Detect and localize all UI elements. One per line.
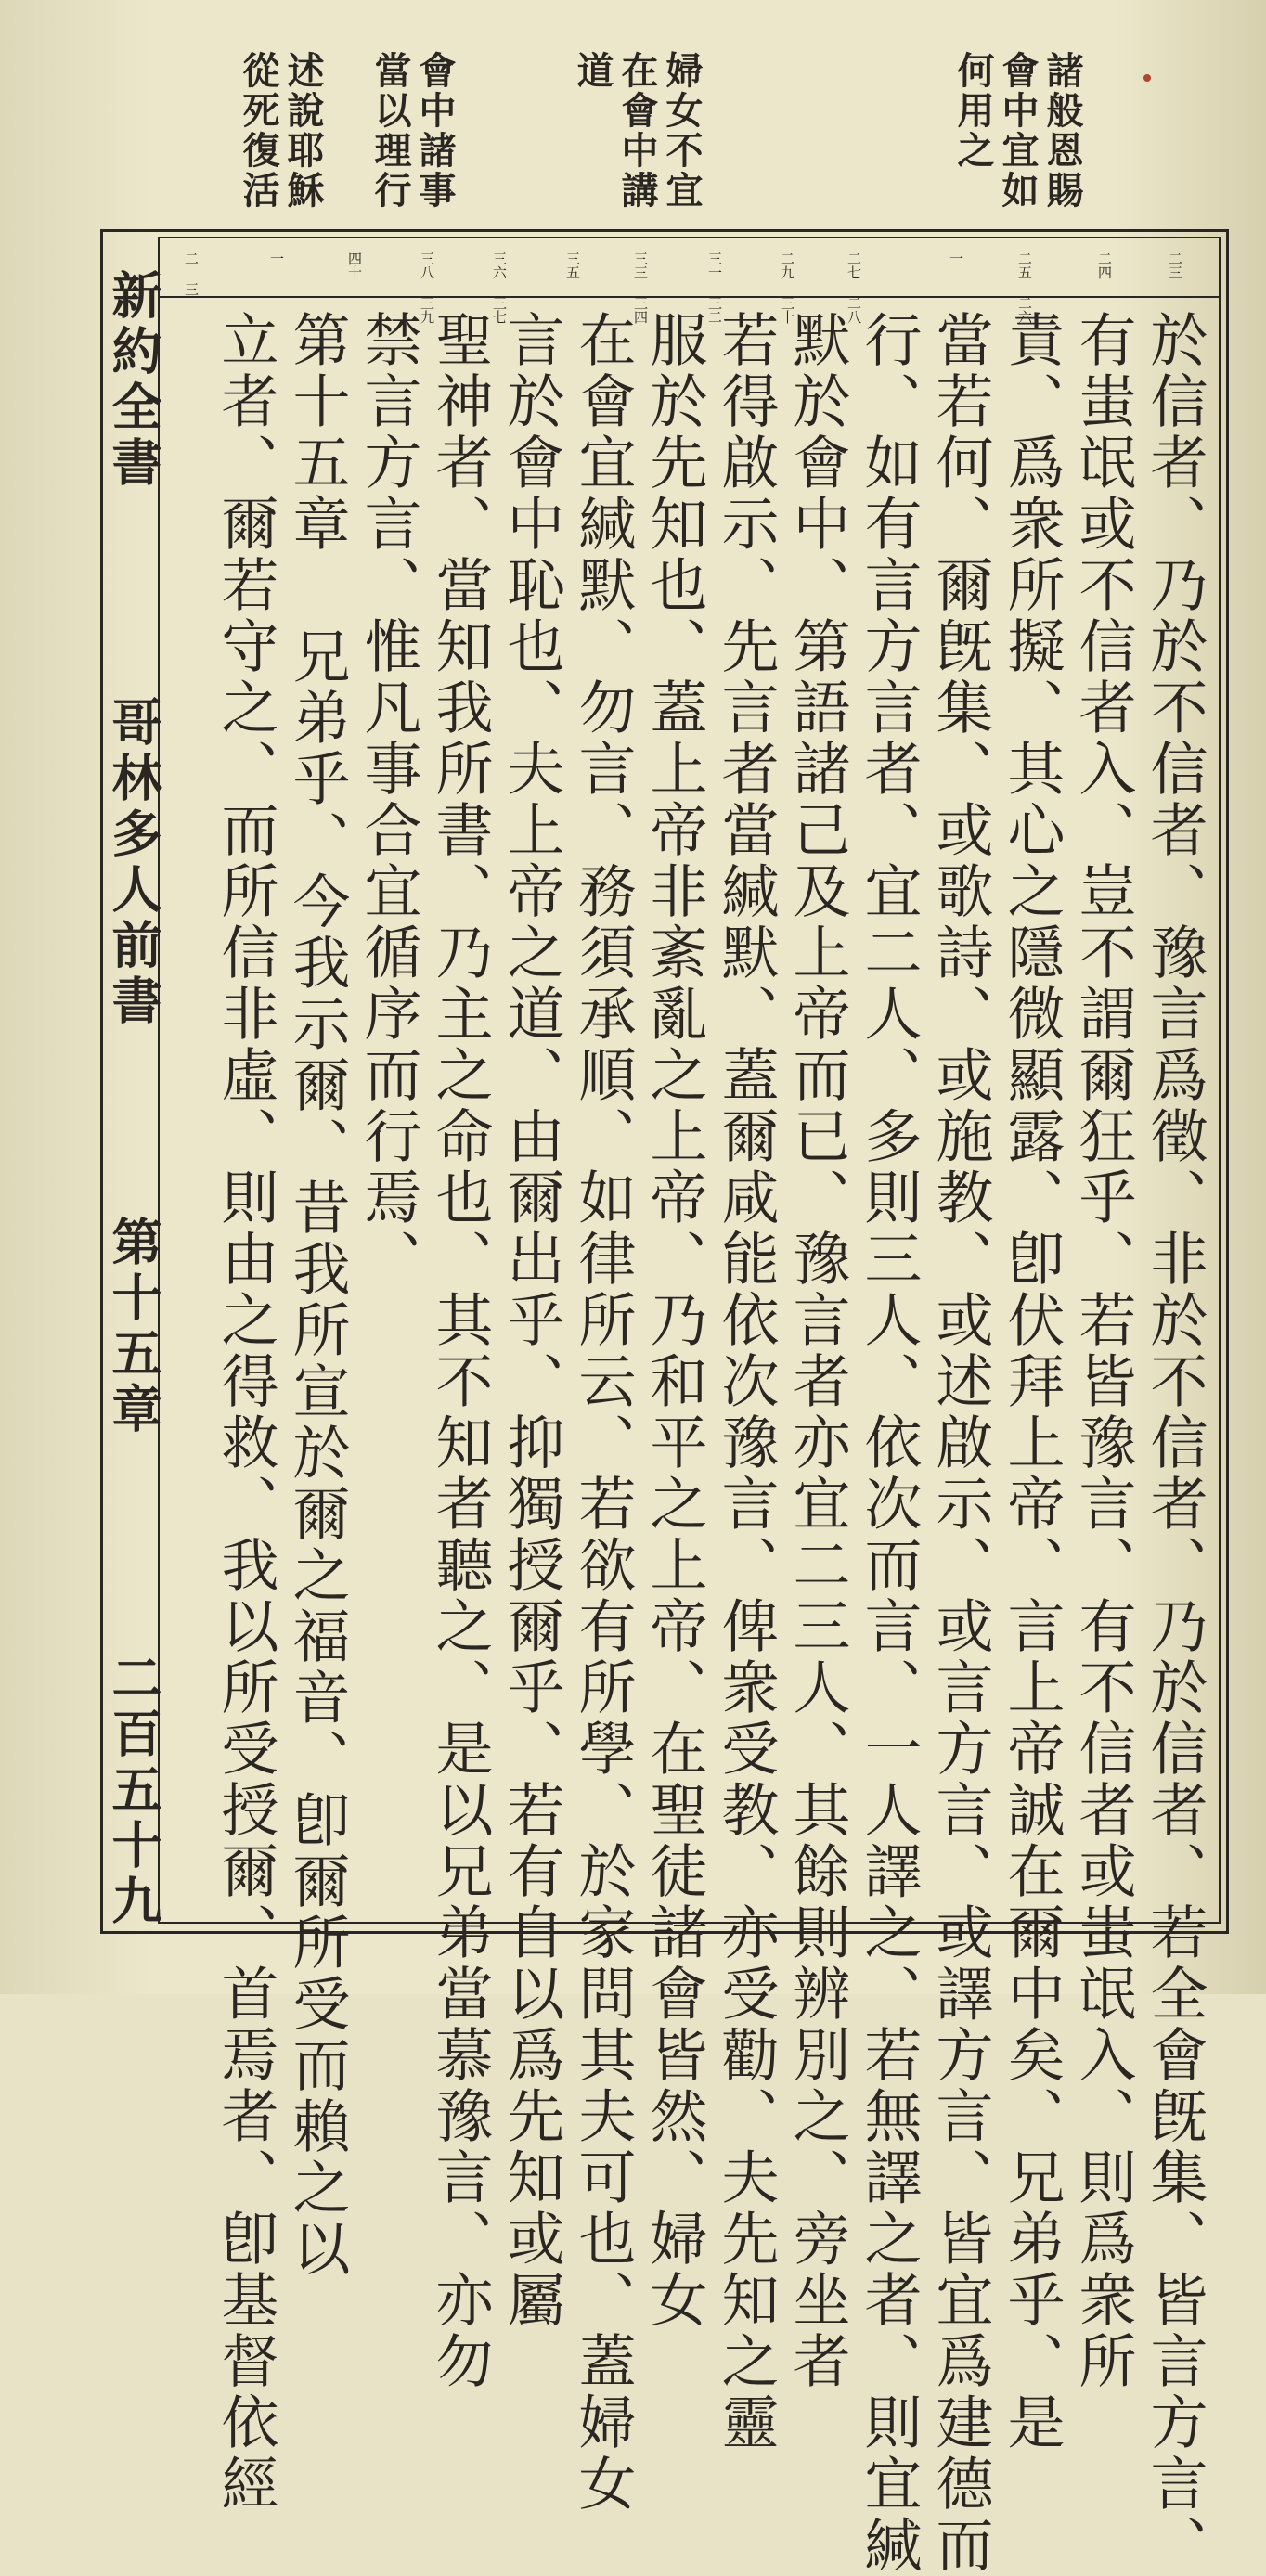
note-8: 當以理行 — [368, 51, 412, 211]
text-column-13: 第十五章 兄弟乎、今我示爾、昔我所宣於爾之福音、卽爾所受而賴之以 — [283, 310, 351, 2280]
text-column-11: 聖神者、當知我所書、乃主之命也、其不知者聽之、是以兄弟當慕豫言、亦勿 — [426, 310, 494, 2392]
margin-column — [100, 232, 163, 1930]
note-4: 婦女不宜 — [660, 51, 704, 211]
verse-ref: 二七 二八 — [846, 251, 862, 324]
main-text — [160, 299, 1219, 2576]
verse-ref: 三三 三四 — [632, 251, 649, 324]
text-column-7: 若得啟示、先言者當緘默、蓋爾咸能依次豫言、俾衆受教、亦受勸、夫先知之靈 — [712, 310, 780, 2454]
text-column-10: 言於會中恥也、夫上帝之道、由爾出乎、抑獨授爾乎、若有自以爲先知或屬 — [497, 310, 565, 2331]
note-10: 從死復活 — [237, 51, 280, 211]
verse-ref: 一 — [948, 251, 964, 265]
verse-ref: 三一 三二 — [706, 251, 723, 324]
text-column-2: 有蚩氓或不信者入、豈不謂爾狂乎、若皆豫言、有不信者或蚩氓入、則爲衆所 — [1069, 310, 1137, 2392]
text-column-8: 服於先知也、蓋上帝非紊亂之上帝、乃和平之上帝、在聖徒諸會皆然、婦女 — [640, 310, 708, 2331]
epistle-title: 哥林多人前書 — [104, 696, 163, 1030]
verse-ref: 三八 三九 — [419, 251, 435, 324]
verse-ref: 二 三 — [183, 251, 200, 296]
verse-ref: 三五 — [564, 251, 581, 279]
text-column-1: 於信者、乃於不信者、豫言爲徵、非於不信者、乃於信者、若全會旣集、皆言方言、 — [1141, 310, 1208, 2576]
verse-ref: 二四 — [1096, 251, 1113, 279]
text-column-5: 行、如有言方言者、宜二人、多則三人、依次而言、一人譯之、若無譯之者、則宜緘 — [855, 310, 923, 2576]
verse-ref: 二五 二六 — [1016, 251, 1033, 324]
verse-ref: 四十 — [346, 251, 363, 279]
header-notes — [237, 51, 1091, 223]
verse-ref: 一 — [268, 251, 285, 265]
text-column-9: 在會宜緘默、勿言、務須承順、如律所云、若欲有所學、於家問其夫可也、蓋婦女 — [569, 310, 637, 2515]
note-1: 諸般恩賜 — [1040, 51, 1084, 211]
chapter-label: 第十五章 — [104, 1216, 163, 1438]
note-5: 在會中講 — [615, 51, 659, 211]
page-number: 二百五十九 — [104, 1652, 163, 1930]
verse-ref: 二三 — [1167, 251, 1183, 279]
verse-reference-row — [160, 238, 1219, 324]
text-column-3: 責、爲衆所擬、其心之隱微顯露、卽伏拜上帝、言上帝誠在爾中矣、兄弟乎、是 — [998, 310, 1066, 2454]
text-column-4: 當若何、爾旣集、或歌詩、或施教、或述啟示、或言方言、或譯方言、皆宜爲建德而 — [926, 310, 994, 2576]
red-speck — [1143, 74, 1151, 82]
book-title: 新約全書 — [104, 269, 163, 492]
note-7: 會中諸事 — [413, 51, 457, 211]
verse-ref: 二九 三十 — [779, 251, 795, 324]
note-2: 會中宜如 — [996, 51, 1040, 211]
text-column-12: 禁言方言、惟凡事合宜循序而行焉、 — [355, 310, 422, 1290]
note-9: 述說耶穌 — [281, 51, 325, 211]
verse-ref: 三六 三七 — [491, 251, 508, 324]
text-column-14: 立者、爾若守之、而所信非虛、則由之得救、我以所受授爾、首焉者、卽基督依經 — [212, 310, 279, 2515]
note-6: 道 — [571, 51, 614, 91]
note-3: 何用之 — [951, 51, 995, 171]
text-column-6: 默於會中、第語諸己及上帝而已、豫言者亦宜二三人、其餘則辨別之、旁坐者 — [783, 310, 851, 2392]
